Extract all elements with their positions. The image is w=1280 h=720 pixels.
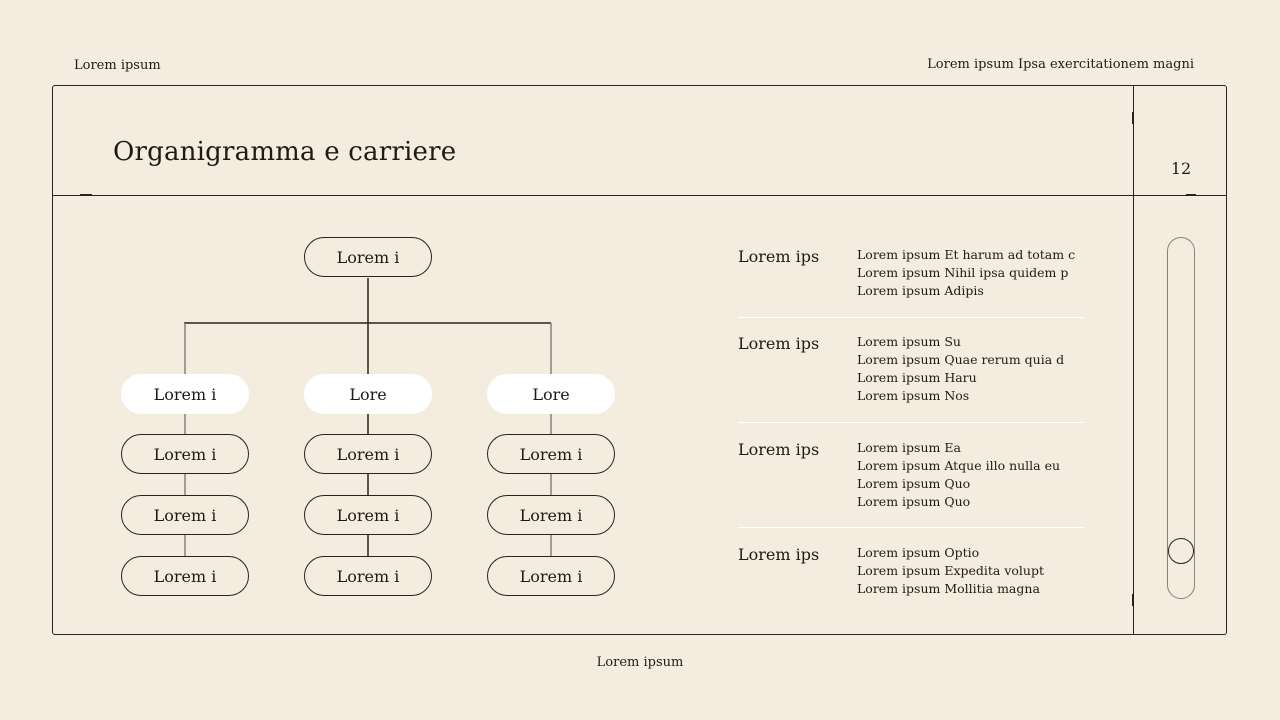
detail-separator-2: [738, 422, 1084, 423]
detail-row-3-items: [857, 439, 1060, 511]
org-node-col1-item2: Lorem i: [121, 495, 249, 535]
detail-row-2-title: Lorem ips: [738, 334, 820, 353]
org-node-col3-item1: Lorem i: [487, 434, 615, 474]
header-right-text: Lorem ipsum Ipsa exercitationem magni: [927, 57, 1194, 72]
detail-row-4-item-2: Lorem ipsum Expedita volupt: [857, 563, 1044, 578]
detail-row-2-items: [857, 333, 1064, 405]
detail-row-4-title: Lorem ips: [738, 545, 820, 564]
page-number: 12: [1170, 159, 1192, 178]
org-node-col2-item3: Lorem i: [304, 556, 432, 596]
detail-row-2-item-3: Lorem ipsum Haru: [857, 370, 977, 385]
footer-text: Lorem ipsum: [596, 655, 684, 670]
org-node-head-3: Lore: [487, 374, 615, 414]
detail-row-1-title: Lorem ips: [738, 247, 820, 266]
detail-row-1-item-3: Lorem ipsum Adipis: [857, 283, 984, 298]
sidebar-tick-bottom: [1132, 594, 1134, 606]
org-node-head-2: Lore: [304, 374, 432, 414]
detail-row-3-title: Lorem ips: [738, 440, 820, 459]
detail-row-1-item-2: Lorem ipsum Nihil ipsa quidem p: [857, 265, 1069, 280]
divider-tick-left: [80, 194, 92, 196]
org-node-col2-item1: Lorem i: [304, 434, 432, 474]
detail-row-4-items: [857, 544, 1044, 598]
title-divider: [52, 195, 1227, 196]
detail-separator-3: [738, 527, 1084, 528]
divider-tick-right: [1186, 194, 1196, 196]
detail-row-3-item-4: Lorem ipsum Quo: [857, 494, 971, 509]
detail-row-4-item-3: Lorem ipsum Mollitia magna: [857, 581, 1040, 596]
page-title: Organigramma e carriere: [113, 137, 457, 167]
org-node-root: Lorem i: [304, 237, 432, 277]
org-node-head-1: Lorem i: [121, 374, 249, 414]
org-node-col3-item2: Lorem i: [487, 495, 615, 535]
scrollbar-thumb[interactable]: [1168, 538, 1194, 564]
header-left-text: Lorem ipsum: [74, 58, 161, 73]
detail-row-3-item-3: Lorem ipsum Quo: [857, 476, 971, 491]
detail-row-3-item-2: Lorem ipsum Atque illo nulla eu: [857, 458, 1061, 473]
detail-row-1-item-1: Lorem ipsum Et harum ad totam c: [857, 247, 1076, 262]
detail-row-1-items: [857, 246, 1075, 300]
org-node-col3-item3: Lorem i: [487, 556, 615, 596]
detail-row-2-item-1: Lorem ipsum Su: [857, 334, 961, 349]
org-node-col2-item2: Lorem i: [304, 495, 432, 535]
detail-separator-1: [738, 317, 1084, 318]
detail-row-3-item-1: Lorem ipsum Ea: [857, 440, 961, 455]
org-node-col1-item3: Lorem i: [121, 556, 249, 596]
sidebar-divider: [1133, 85, 1134, 635]
sidebar-tick-top: [1132, 112, 1134, 124]
detail-row-4-item-1: Lorem ipsum Optio: [857, 545, 980, 560]
detail-row-2-item-2: Lorem ipsum Quae rerum quia d: [857, 352, 1065, 367]
org-node-col1-item1: Lorem i: [121, 434, 249, 474]
detail-row-2-item-4: Lorem ipsum Nos: [857, 388, 970, 403]
